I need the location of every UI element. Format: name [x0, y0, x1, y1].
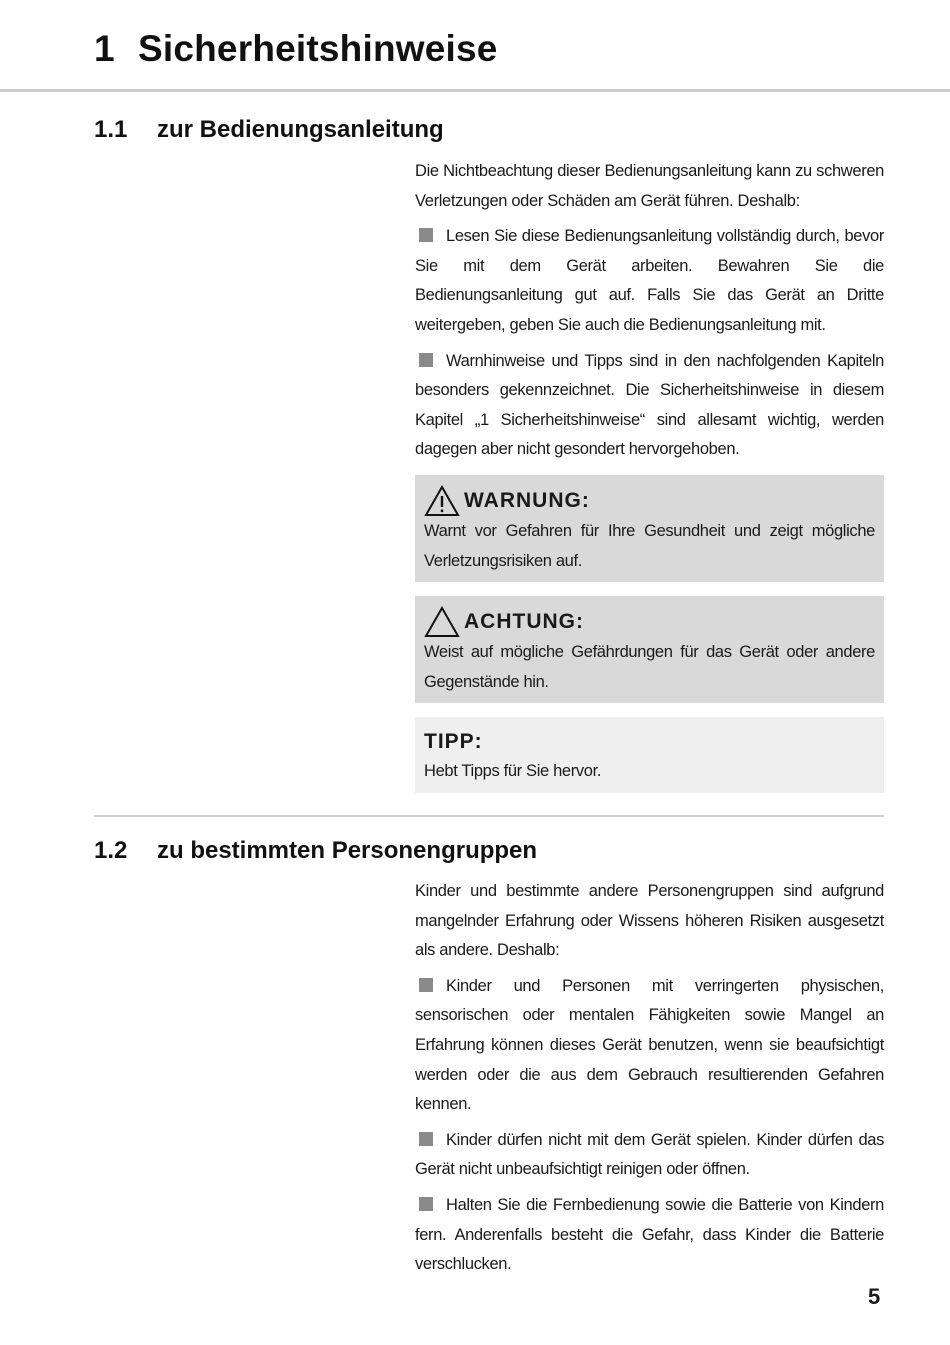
- chapter-title: [94, 28, 498, 70]
- square-bullet-icon: [419, 353, 433, 367]
- tip-title: TIPP:: [424, 730, 483, 754]
- list-item: Kinder und Personen mit verringerten physischen, sensorischen oder mentalen Fähigkeiten sowie Mangel an Erfahrung können dieses Gerät benutzen, wenn sie beaufsichtigt werden oder die aus dem Gebrauch resultierenden Gefahren kennen.: [415, 976, 884, 1114]
- tip-box: [415, 717, 884, 793]
- square-bullet-icon: [419, 978, 433, 992]
- section-number: 1.2: [94, 837, 128, 864]
- warning-title: WARNUNG:: [424, 485, 875, 517]
- warning-text: Warnt vor Gefahren für Ihre Gesundheit und zeigt mögliche Verletzungsrisiken auf.: [424, 521, 875, 570]
- top-divider: [0, 89, 950, 92]
- chapter-title-text: Sicherheitshinweise: [138, 28, 498, 69]
- page-number: 5: [868, 1284, 881, 1309]
- square-bullet-icon: [419, 1132, 433, 1146]
- tip-text: Hebt Tipps für Sie hervor.: [424, 762, 602, 781]
- section-1-2-body: [415, 877, 884, 1286]
- intro-paragraph: Kinder und bestimmte andere Personengruppen sind aufgrund mangelnder Erfahrung oder Wissens höheren Risiken ausgesetzt als andere. Deshalb:: [415, 882, 884, 960]
- caution-box: [415, 596, 884, 703]
- caution-title: ACHTUNG:: [424, 606, 875, 638]
- square-bullet-icon: [419, 228, 433, 242]
- list-item: Warnhinweise und Tipps sind in den nachfolgenden Kapiteln besonders gekennzeichnet. Die Sicherheitshinweise in diesem Kapitel „1 Sicherheitshinweise“ sind allesamt wichtig, werden dagegen aber nicht gesondert hervorgehoben.: [415, 351, 884, 459]
- section-title-text: zu bestimmten Personengruppen: [157, 837, 538, 864]
- section-title-1-1: [94, 116, 444, 144]
- list-item: Kinder dürfen nicht mit dem Gerät spielen. Kinder dürfen das Gerät nicht unbeaufsichtigt reinigen oder öffnen.: [415, 1130, 884, 1179]
- section-number: 1.1: [94, 116, 128, 143]
- section-divider: [94, 815, 884, 817]
- caution-triangle-icon: [424, 606, 460, 638]
- section-title-text: zur Bedienungsanleitung: [157, 116, 444, 143]
- section-title-1-2: [94, 837, 537, 865]
- caution-text: Weist auf mögliche Gefährdungen für das Gerät oder andere Gegenstände hin.: [424, 643, 875, 691]
- section-1-1-body: [415, 157, 884, 793]
- list-item: Lesen Sie diese Bedienungsanleitung vollständig durch, bevor Sie mit dem Gerät arbeiten. Bewahren Sie die Bedienungsanleitung gut auf. Falls Sie das Gerät an Dritte weitergeben, geben Sie auch die Bedienungsanleitung mit.: [415, 227, 884, 334]
- square-bullet-icon: [419, 1197, 433, 1211]
- warning-triangle-icon: [424, 485, 460, 517]
- warning-box: [415, 475, 884, 582]
- chapter-number: 1: [94, 28, 115, 69]
- intro-paragraph: Die Nichtbeachtung dieser Bedienungsanleitung kann zu schweren Verletzungen oder Schäden am Gerät führen. Deshalb:: [415, 162, 884, 210]
- list-item: Halten Sie die Fernbedienung sowie die Batterie von Kindern fern. Anderenfalls besteht die Gefahr, dass Kinder die Batterie verschlucken.: [415, 1195, 884, 1274]
